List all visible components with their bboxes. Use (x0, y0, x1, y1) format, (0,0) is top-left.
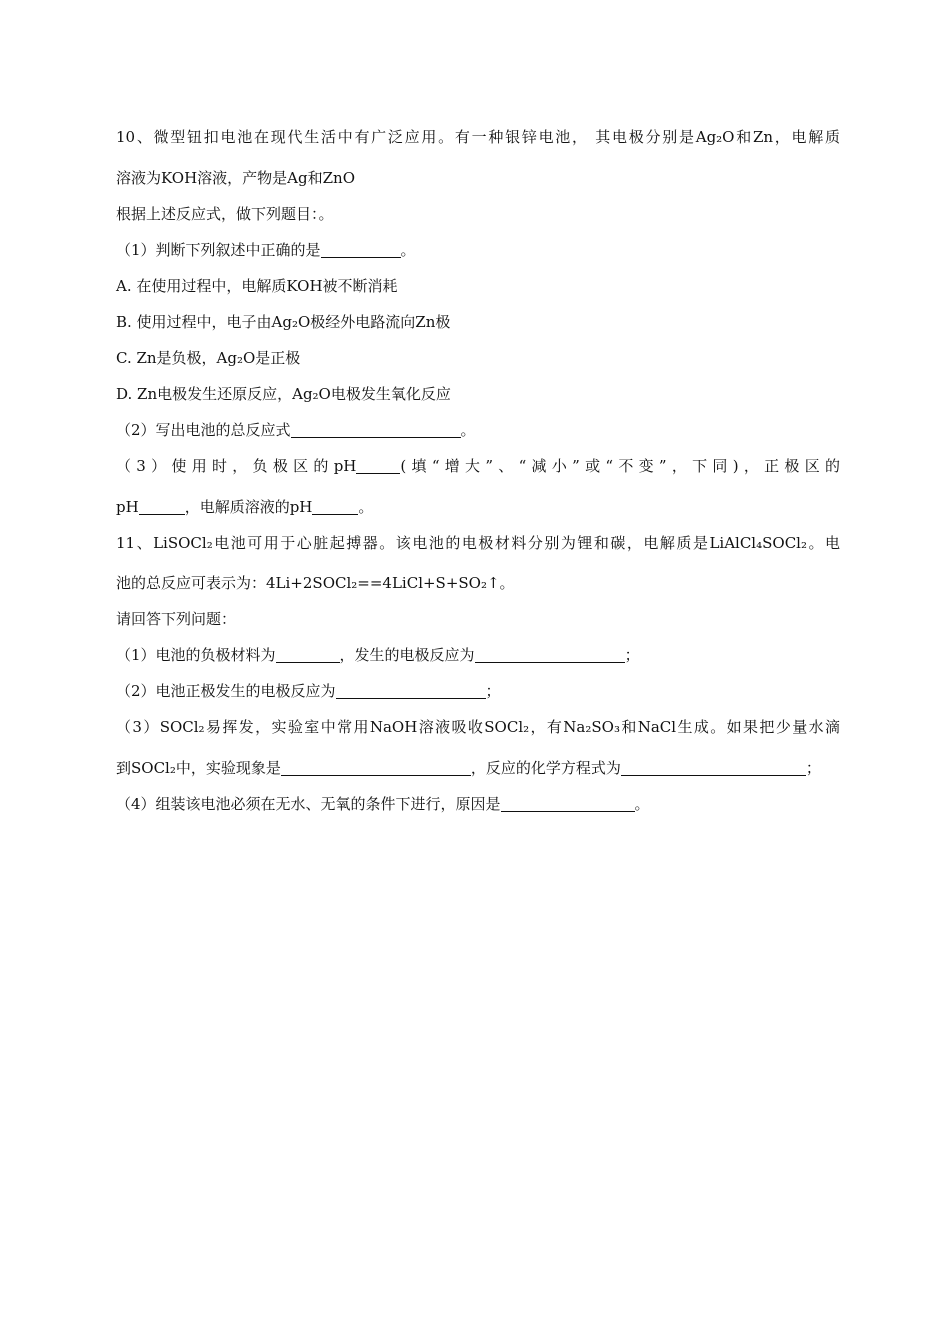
q10-part2 (116, 420, 840, 440)
q10-line2: 溶液为KOH溶液，产物是Ag和ZnO (116, 169, 355, 187)
q10-part2-text: （2）写出电池的总反应式 (116, 421, 291, 439)
q11-part3-text-c: ； (805, 759, 821, 777)
q11-part4-text-b: 。 (634, 795, 650, 813)
answer-blank[interactable] (291, 423, 461, 438)
q11-line1: 11、LiSOCl₂电池可用于心脏起搏器。该电池的电极材料分别为锂和碳，电解质是LiAlCl₄SOCl₂。电 (116, 534, 840, 552)
q10-option-d: D. Zn电极发生还原反应，Ag₂O电极发生氧化反应 (116, 385, 451, 403)
q11-part4 (116, 794, 840, 814)
q10-part3-text-d: ，电解质溶液的pH (184, 498, 313, 516)
answer-blank[interactable] (336, 684, 486, 699)
answer-blank[interactable] (276, 648, 340, 663)
q10-part3-text-b: (填“增大”、“减小”或“不变”，下同)，正极区的 (400, 457, 840, 475)
q10-part3-line2 (116, 497, 840, 517)
q10-part1-text: （1）判断下列叙述中正确的是 (116, 241, 321, 259)
q11-line2: 池的总反应可表示为：4Li+2SOCl₂==4LiCl+S+SO₂↑。 (116, 574, 515, 592)
answer-blank[interactable] (356, 459, 400, 474)
q11-part3-line1: （3）SOCl₂易挥发，实验室中常用NaOH溶液吸收SOCl₂，有Na₂SO₃和NaCl生成。如果把少量水滴 (116, 718, 840, 736)
q10-part3-text-c: pH (116, 498, 139, 516)
q11-part1 (116, 645, 840, 665)
q10-part3-text-e: 。 (358, 498, 374, 516)
q10-part3-text-a: （3）使用时，负极区的pH (116, 457, 357, 475)
answer-blank[interactable] (312, 500, 358, 515)
q10-part1 (116, 240, 840, 260)
q10-line1: 10、微型钮扣电池在现代生活中有广泛应用。有一种银锌电池， 其电极分别是Ag₂O和Zn，电解质 (116, 128, 840, 146)
answer-blank[interactable] (475, 648, 625, 663)
answer-blank[interactable] (281, 761, 471, 776)
answer-blank[interactable] (321, 243, 401, 258)
answer-blank[interactable] (501, 797, 635, 812)
answer-blank[interactable] (621, 761, 806, 776)
q11-part3-line2 (116, 758, 840, 778)
q11-part3-text-b: ，反应的化学方程式为 (470, 759, 621, 777)
q11-part1-text-b: ，发生的电极反应为 (339, 646, 475, 664)
q11-part2-text-b: ； (485, 682, 501, 700)
answer-blank[interactable] (139, 500, 185, 515)
q10-part3-line1 (116, 456, 840, 476)
q10-option-b: B. 使用过程中，电子由Ag₂O极经外电路流向Zn极 (116, 313, 451, 331)
q11-part4-text-a: （4）组装该电池必须在无水、无氧的条件下进行，原因是 (116, 795, 501, 813)
q11-part3-text-a: 到SOCl₂中，实验现象是 (116, 759, 281, 777)
q11-line3: 请回答下列问题： (116, 610, 237, 628)
q10-part1-end: 。 (400, 241, 416, 259)
q10-line3: 根据上述反应式，做下列题目：。 (116, 205, 334, 223)
q11-part2 (116, 681, 840, 701)
q10-part2-end: 。 (460, 421, 476, 439)
q11-part1-text-a: （1）电池的负极材料为 (116, 646, 276, 664)
q10-option-a: A. 在使用过程中，电解质KOH被不断消耗 (116, 277, 398, 295)
q11-part2-text-a: （2）电池正极发生的电极反应为 (116, 682, 336, 700)
q10-option-c: C. Zn是负极，Ag₂O是正极 (116, 349, 301, 367)
q11-part1-text-c: ； (624, 646, 640, 664)
